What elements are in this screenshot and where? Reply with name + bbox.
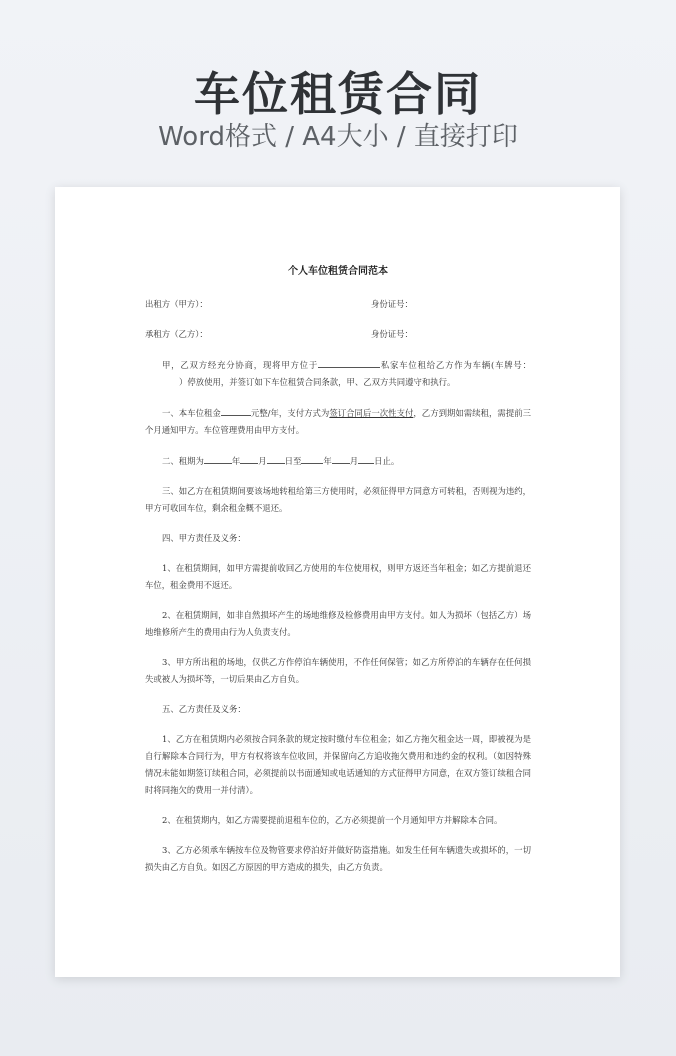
lessor-label: 出租方（甲方）： — [145, 299, 208, 309]
document-body — [145, 263, 531, 889]
end-day-blank — [358, 452, 374, 464]
start-month-blank — [240, 452, 258, 464]
lessee-row — [145, 326, 531, 343]
year-label: 年 — [231, 456, 241, 466]
clause-2-text: 二、租期为 — [162, 456, 204, 466]
page-subtitle: Word格式 / A4大小 / 直接打印 — [158, 122, 518, 152]
month-label: 月 — [349, 456, 359, 466]
clause-2 — [145, 452, 531, 470]
page-title: 车位租赁合同 — [194, 67, 482, 121]
lessor-id-label: 身份证号： — [371, 299, 413, 309]
clause-5-item-1: 1、乙方在租赁期内必须按合同条款的规定按时缴付车位租金；如乙方拖欠租金达一周，即被视为是自行解除本合同行为，甲方有权将该车位收回，并保留向乙方追收拖欠费用和违约金的权利。（如因特殊情况未能如期签订续租合同，必须提前以书面通知或电话通知的方式征得甲方同意，在双方签订续租合同时将同拖欠的费用一并付清）。 — [145, 734, 531, 795]
intro-text-2: 私家车位租给乙方作为车辆(车牌号： — [380, 360, 531, 370]
end-month-blank — [332, 452, 350, 464]
intro-paragraph — [145, 356, 531, 391]
lessee-id-label: 身份证号： — [371, 329, 413, 339]
clause-1-text-b: 元整/年，支付方式为 — [250, 408, 330, 418]
day-end-label: 日止。 — [374, 456, 400, 466]
clause-3: 三、如乙方在租赁期间要该场地转租给第三方使用时，必须征得甲方同意方可转租，否则视为违约，甲方可收回车位，剩余租金概不退还。 — [145, 486, 531, 513]
end-year-blank — [301, 452, 323, 464]
intro-text-1: 甲，乙双方经充分协商，现将甲方位于 — [162, 360, 319, 370]
lessor-row — [145, 296, 531, 313]
document-title: 个人车位租赁合同范本 — [288, 266, 388, 277]
clause-5-item-3: 3、乙方必须承车辆按车位及物管要求停泊好并做好防盗措施。如发生任何车辆遗失或损坏的，一切损失由乙方自负。如因乙方原因的甲方造成的损失，由乙方负责。 — [145, 845, 531, 872]
intro-text-3: ）停放使用，并签订如下车位租赁合同条款，甲、乙双方共同遵守和执行。 — [179, 377, 456, 387]
start-year-blank — [204, 452, 232, 464]
lessee-label: 承租方（乙方）： — [145, 329, 208, 339]
clause-4-item-3: 3、甲方所出租的场地，仅供乙方作停泊车辆使用，不作任何保管；如乙方所停泊的车辆存在任何损失或被人为损坏等，一切后果由乙方自负。 — [145, 657, 531, 684]
day-to-label: 日至 — [284, 456, 302, 466]
clause-1-text-a: 一、本车位租金 — [162, 408, 221, 418]
clause-4-heading: 四、甲方责任及义务： — [162, 533, 246, 543]
clause-5-heading: 五、乙方责任及义务： — [162, 704, 246, 714]
clause-1-text-c: ，乙方到期如需续租，需提前三个月通知甲方。车位管理费用由甲方支付。 — [145, 408, 532, 435]
plate-blank — [145, 374, 179, 385]
start-day-blank — [267, 452, 285, 464]
clause-1 — [145, 404, 531, 439]
document-page — [55, 187, 620, 977]
month-label: 月 — [258, 456, 267, 466]
clause-4-item-1: 1、在租赁期间，如甲方需提前收回乙方使用的车位使用权，则甲方返还当年租金；如乙方提前退还车位，租金费用不返还。 — [145, 563, 531, 590]
rent-blank — [221, 404, 251, 416]
clause-4-item-2: 2、在租赁期间，如非自然损坏产生的场地维修及检修费用由甲方支付。如人为损坏（包括乙方）场地维修所产生的费用由行为人负责支付。 — [145, 610, 531, 637]
payment-method: 签订合同后一次性支付 — [329, 408, 414, 418]
clause-5-item-2: 2、在租赁期内，如乙方需要提前退租车位的，乙方必须提前一个月通知甲方并解除本合同。 — [162, 815, 503, 825]
year-label: 年 — [323, 456, 332, 466]
location-blank — [318, 356, 380, 368]
